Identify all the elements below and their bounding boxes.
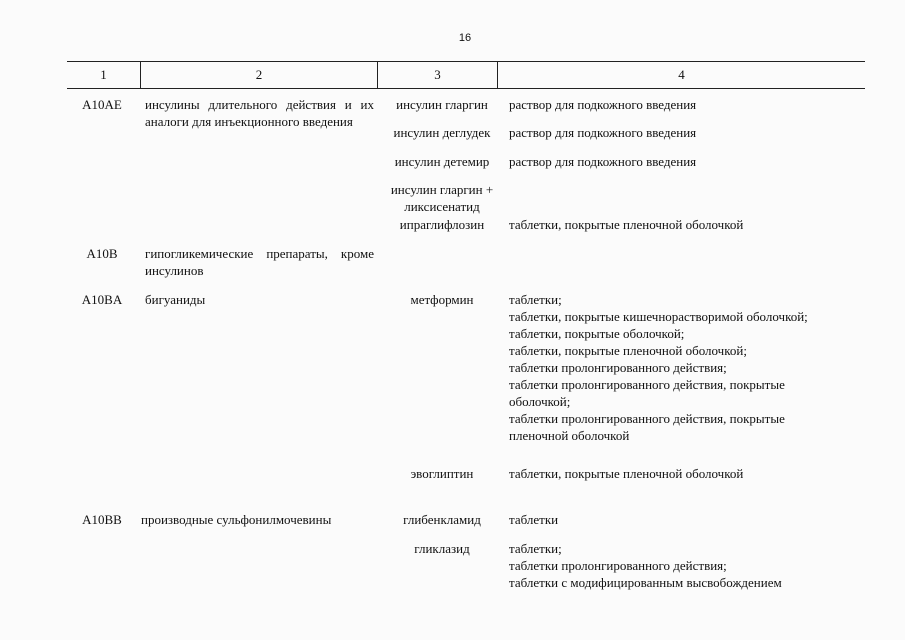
column-header-1: 1 — [67, 62, 141, 88]
atc-code-a10bb: A10BB — [82, 512, 122, 527]
dosage-form: таблетки, покрытые оболочкой; — [509, 326, 685, 341]
dosage-form: таблетки пролонгированного действия, покрытые пленочной оболочкой — [509, 411, 785, 443]
page-number: 16 — [458, 32, 472, 44]
dosage-form-list — [509, 291, 869, 444]
dosage-form: таблетки, покрытые пленочной оболочкой; — [509, 343, 747, 358]
atc-code-a10b: A10B — [86, 246, 118, 261]
drug-name: инсулин деглудек — [393, 125, 491, 140]
drug-name: эвоглиптин — [410, 466, 474, 481]
column-header-2: 2 — [141, 62, 378, 88]
drug-name: глибенкламид — [403, 512, 481, 527]
dosage-form: таблетки, покрытые кишечнорастворимой оболочкой; — [509, 309, 808, 324]
dosage-form: таблетки; — [509, 541, 562, 556]
group-name-a10b: гипогликемические препараты, кроме инсулинов — [145, 246, 374, 278]
drug-name: инсулин гларгин — [396, 97, 488, 112]
group-name-a10bb: производные сульфонилмочевины — [141, 512, 332, 527]
drug-name: метформин — [410, 292, 474, 307]
dosage-form: таблетки — [509, 512, 559, 527]
atc-code-a10ae: A10AE — [82, 97, 122, 112]
dosage-form: таблетки; — [509, 292, 562, 307]
dosage-form-list — [509, 540, 869, 591]
dosage-form: раствор для подкожного введения — [509, 97, 697, 112]
group-name-a10ae: инсулины длительного действия и их аналоги для инъекционного введения — [145, 97, 374, 129]
dosage-form: таблетки, покрытые пленочной оболочкой — [509, 217, 744, 232]
dosage-form: таблетки пролонгированного действия; — [509, 558, 727, 573]
dosage-form: раствор для подкожного введения — [509, 125, 697, 140]
dosage-form: таблетки пролонгированного действия, покрытые оболочкой; — [509, 377, 785, 409]
group-name-a10ba: бигуаниды — [145, 292, 206, 307]
drug-name: инсулин детемир — [394, 154, 490, 169]
dosage-form: раствор для подкожного введения — [509, 154, 697, 169]
drug-name: гликлазид — [414, 541, 470, 556]
dosage-form: таблетки пролонгированного действия; — [509, 360, 727, 375]
column-header-4: 4 — [678, 67, 685, 82]
drug-name: инсулин гларгин + ликсисенатид — [390, 182, 494, 214]
dosage-form: таблетки с модифицированным высвобождением — [509, 575, 782, 590]
column-header-3: 3 — [378, 62, 498, 88]
table-header — [67, 61, 865, 89]
dosage-form: таблетки, покрытые пленочной оболочкой — [509, 466, 744, 481]
drug-name: ипраглифлозин — [399, 217, 485, 232]
atc-code-a10ba: A10BA — [81, 292, 123, 307]
